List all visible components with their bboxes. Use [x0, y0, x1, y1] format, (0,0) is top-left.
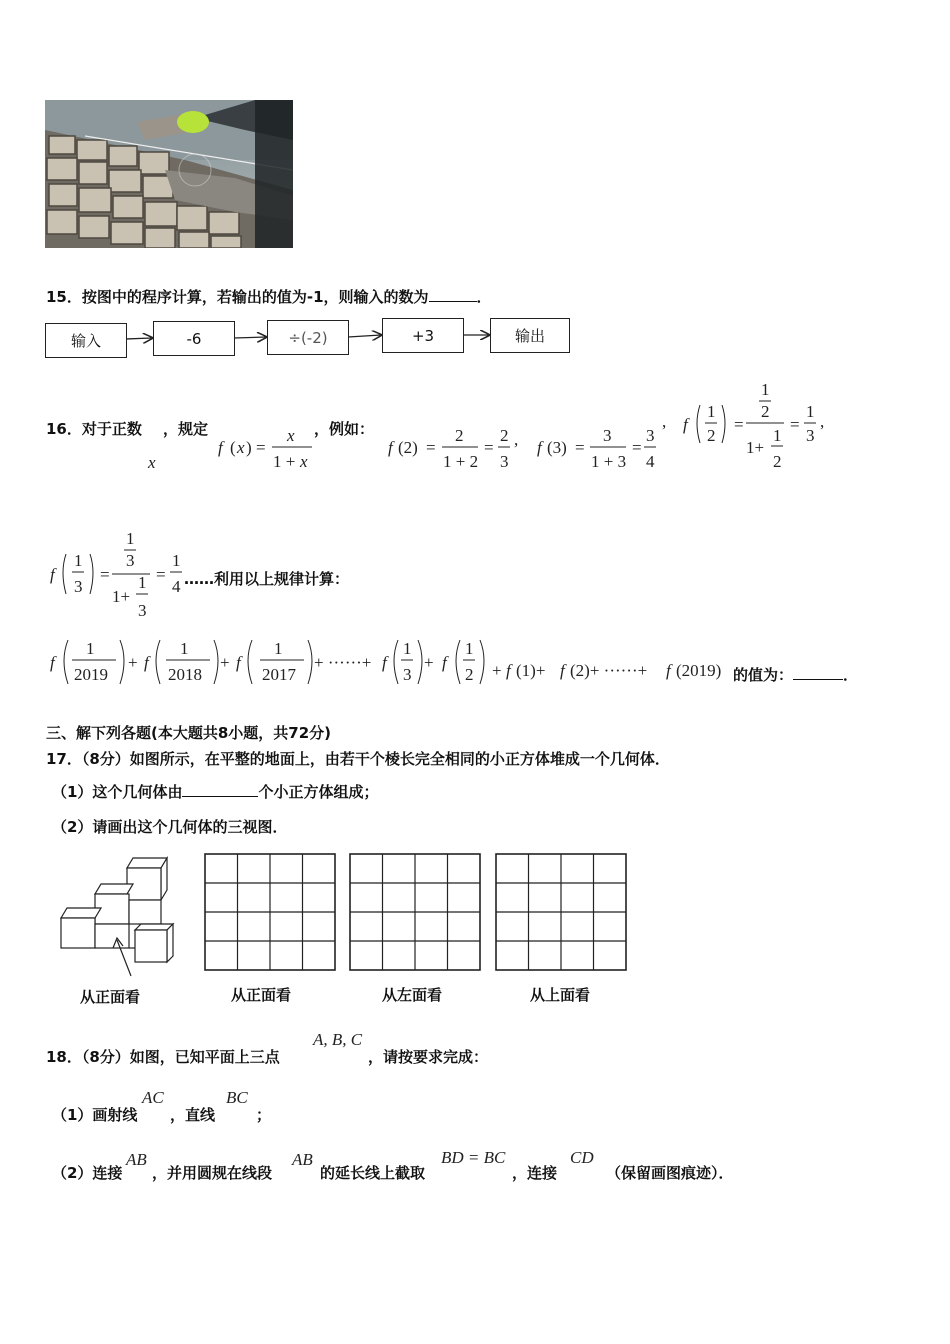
svg-text:1: 1 [274, 639, 283, 658]
label-figure-front: 从正面看 [80, 988, 141, 1006]
svg-text:=: = [575, 438, 585, 457]
svg-text:=: = [632, 438, 642, 457]
svg-text:+: + [424, 653, 434, 672]
svg-text:2019: 2019 [74, 665, 108, 684]
svg-text:3: 3 [806, 426, 815, 445]
svg-text:+: + [492, 661, 502, 680]
grid-top-view[interactable] [495, 853, 627, 971]
label-left-view: 从左面看 [382, 986, 443, 1004]
q16-intro: 16．对于正数 [46, 420, 142, 438]
svg-text:1: 1 [74, 551, 83, 570]
svg-text:f: f [666, 661, 671, 680]
svg-text:1: 1 [172, 551, 181, 570]
label-top-view: 从上面看 [530, 986, 591, 1004]
svg-text:(: ( [230, 438, 236, 457]
stone-wall-photo [45, 100, 293, 248]
cube-stack-figure [55, 852, 185, 982]
svg-text:=: = [426, 438, 436, 457]
q18-part1-c: ； [256, 1106, 272, 1124]
svg-text:(2)+ ······+: (2)+ ······+ [570, 661, 648, 680]
q16-rule: ，规定 [163, 420, 209, 438]
q16-formulas [0, 375, 950, 485]
svg-text:2: 2 [455, 426, 464, 445]
svg-text:=: = [790, 415, 800, 434]
svg-text:1: 1 [806, 402, 815, 421]
q18-points: A, B, C [313, 1030, 363, 1049]
svg-text:2: 2 [707, 426, 716, 445]
svg-text:): ) [246, 438, 252, 457]
svg-text:2: 2 [773, 452, 782, 471]
svg-text:f: f [382, 653, 387, 672]
svg-text:1: 1 [180, 639, 189, 658]
svg-text:=: = [256, 438, 266, 457]
flow-box-divide: ÷(-2) [267, 320, 349, 355]
svg-text:+: + [128, 653, 138, 672]
q18-stem-b: ，请按要求完成： [368, 1048, 489, 1066]
svg-text:1: 1 [86, 639, 95, 658]
flow-box-plus3: +3 [382, 318, 464, 353]
svg-text:,: , [662, 412, 667, 431]
svg-text:4: 4 [172, 577, 181, 596]
svg-text:f: f [50, 565, 55, 584]
q16-formula-f13 [0, 520, 200, 630]
svg-text:1: 1 [126, 529, 135, 548]
svg-text:1: 1 [773, 426, 782, 445]
flow-box-minus6: -6 [153, 321, 235, 356]
svg-text:1: 1 [465, 639, 474, 658]
svg-text:2017: 2017 [262, 665, 296, 684]
svg-text:f: f [683, 415, 688, 434]
svg-text:f: f [218, 438, 223, 457]
svg-text:f: f [50, 653, 55, 672]
q18-bd-eq-bc: BD = BC [441, 1148, 506, 1167]
q18-stem-a: 18．（8分）如图，已知平面上三点 [46, 1048, 280, 1066]
q16-sum-expression [0, 630, 760, 700]
svg-text:x: x [237, 438, 245, 457]
svg-text:f: f [144, 653, 149, 672]
svg-text:f: f [537, 438, 542, 457]
svg-text:1: 1 [707, 402, 716, 421]
svg-text:4: 4 [646, 452, 655, 471]
q16-var-x: x [148, 453, 156, 472]
grid-left-view[interactable] [349, 853, 481, 971]
svg-text:=: = [100, 565, 110, 584]
svg-text:(1)+: (1)+ [516, 661, 546, 680]
svg-text:f: f [236, 653, 241, 672]
svg-text:1: 1 [761, 380, 770, 399]
q18-part2-a: （2）连接 [52, 1164, 123, 1182]
q18-part1-a: （1）画射线 [52, 1106, 138, 1124]
svg-text:1: 1 [138, 573, 147, 592]
svg-text:3: 3 [126, 551, 135, 570]
section3-title: 三、解下列各题(本大题共8小题，共72分) [46, 724, 332, 742]
svg-text:,: , [514, 430, 519, 449]
q16-answer-blank[interactable] [793, 679, 843, 680]
svg-text:3: 3 [646, 426, 655, 445]
q15-text: 15．按图中的程序计算，若输出的值为-1，则输入的数为 [46, 288, 429, 306]
q16-sum-tail: 的值为： ． [733, 666, 859, 684]
flow-box-input: 输入 [45, 323, 127, 358]
svg-text:(2019): (2019) [676, 661, 722, 680]
svg-text:+: + [220, 653, 230, 672]
svg-text:(3): (3) [547, 438, 567, 457]
svg-text:2: 2 [465, 665, 474, 684]
q16-example: ，例如： [314, 420, 375, 438]
svg-text:f: f [388, 438, 393, 457]
q18-ray-ac: AC [142, 1088, 164, 1107]
q17-part1: （1）这个几何体由 个小正方体组成； [52, 783, 379, 801]
svg-text:=: = [156, 565, 166, 584]
svg-text:f: f [442, 653, 447, 672]
q16-continue: ……利用以上规律计算： [184, 570, 350, 588]
svg-text:1+: 1+ [746, 438, 765, 457]
svg-text:2: 2 [500, 426, 509, 445]
svg-text:3: 3 [403, 665, 412, 684]
svg-text:x: x [287, 426, 295, 445]
flow-box-output: 输出 [490, 318, 570, 353]
q18-part2-e: （保留画图痕迹）． [606, 1164, 734, 1182]
q15-question: 15．按图中的程序计算，若输出的值为-1，则输入的数为 ． [46, 288, 492, 306]
svg-text:(2): (2) [398, 438, 418, 457]
svg-text:3: 3 [603, 426, 612, 445]
q18-line-bc: BC [226, 1088, 248, 1107]
q17-stem: 17．（8分）如图所示，在平整的地面上，由若干个棱长完全相同的小正方体堆成一个几何体． [46, 750, 670, 768]
q18-part2-c: 的延长线上截取 [320, 1164, 426, 1182]
q18-part2-b: ，并用圆规在线段 [152, 1164, 273, 1182]
q18-seg-cd: CD [570, 1148, 594, 1167]
svg-text:1 +: 1 + [273, 452, 296, 471]
q18-seg-ab: AB [126, 1150, 147, 1169]
svg-text:1+: 1+ [112, 587, 131, 606]
q18-part1-b: ，直线 [170, 1106, 216, 1124]
label-front-view: 从正面看 [231, 986, 292, 1004]
svg-text:2: 2 [761, 402, 770, 421]
svg-text:3: 3 [500, 452, 509, 471]
svg-text:1: 1 [403, 639, 412, 658]
grid-front-view[interactable] [204, 853, 336, 971]
svg-text:3: 3 [74, 577, 83, 596]
svg-text:f: f [506, 661, 511, 680]
svg-text:x: x [300, 452, 308, 471]
svg-text:2018: 2018 [168, 665, 202, 684]
svg-text:f: f [560, 661, 565, 680]
svg-text:+ ······+: + ······+ [314, 653, 372, 672]
svg-text:=: = [734, 415, 744, 434]
q17-part2: （2）请画出这个几何体的三视图． [52, 818, 288, 836]
svg-text:3: 3 [138, 601, 147, 620]
flow-arrows [0, 300, 600, 360]
q18-seg-ab2: AB [292, 1150, 313, 1169]
svg-text:=: = [484, 438, 494, 457]
q17-answer-blank[interactable] [182, 796, 258, 797]
svg-text:1 + 3: 1 + 3 [591, 452, 627, 471]
svg-text:,: , [820, 412, 825, 431]
q18-part2-d: ，连接 [512, 1164, 558, 1182]
svg-text:1 + 2: 1 + 2 [443, 452, 479, 471]
